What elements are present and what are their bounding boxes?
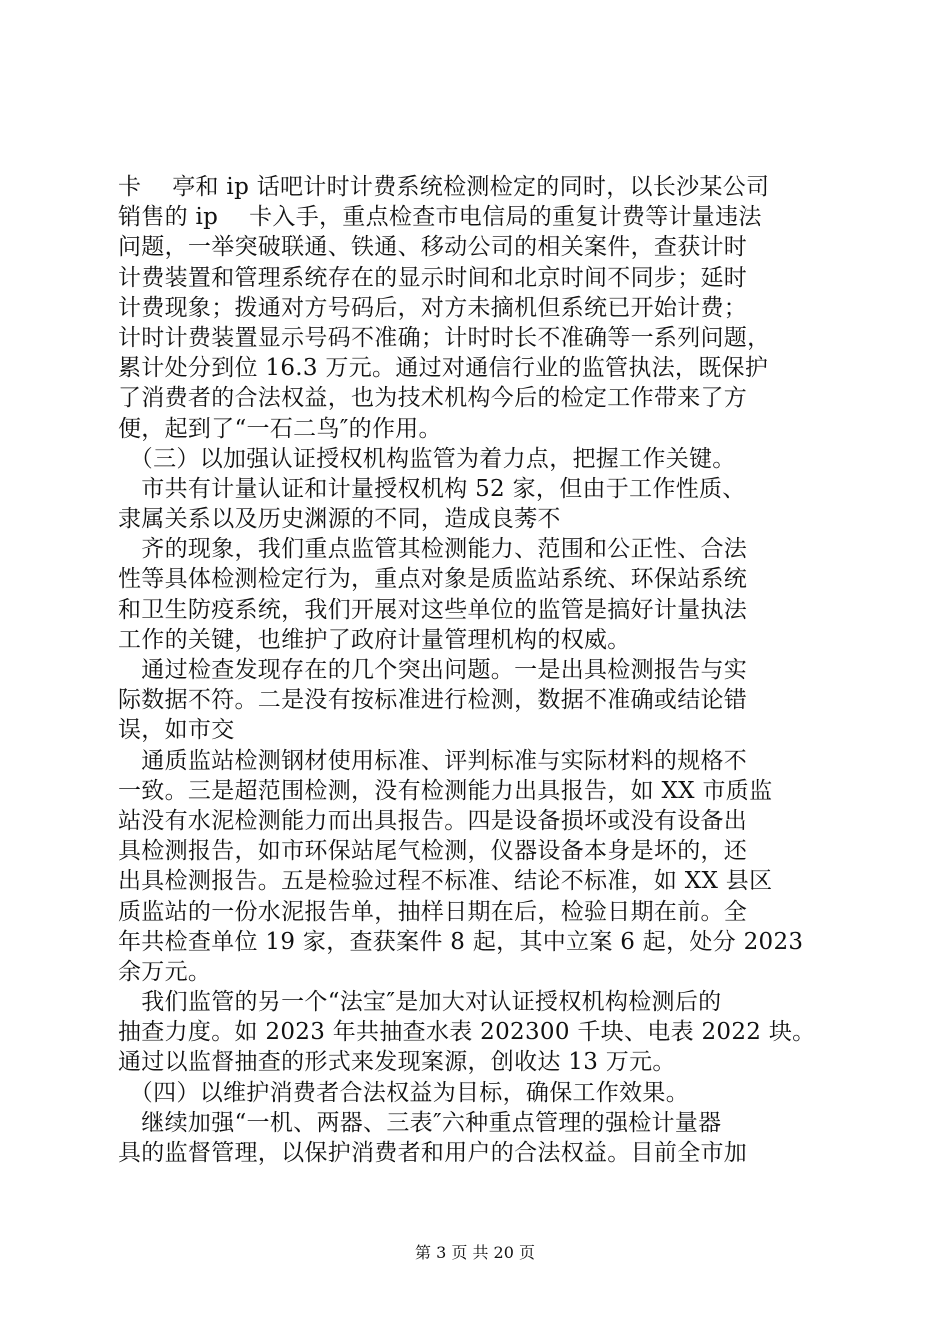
body-line: 性等具体检测检定行为，重点对象是质监站系统、环保站系统	[118, 566, 748, 593]
body-line: 通质监站检测钢材使用标准、评判标准与实际材料的规格不	[118, 747, 748, 774]
document-body	[118, 172, 832, 1168]
body-line: 累计处分到位 16.3 万元。通过对通信行业的监管执法，既保护	[118, 355, 769, 382]
body-line: 计费装置和管理系统存在的显示时间和北京时间不同步；延时	[118, 264, 748, 291]
body-line: 余万元。	[118, 958, 212, 985]
body-line: 站没有水泥检测能力而出具报告。四是设备损坏或没有设备出	[118, 807, 748, 834]
body-line: 具的监督管理，以保护消费者和用户的合法权益。目前全市加	[118, 1140, 748, 1166]
section-heading: （三）以加强认证授权机构监管为着力点，把握工作关键。	[118, 445, 736, 472]
body-line: 具检测报告，如市环保站尾气检测，仪器设备本身是坏的，还	[118, 838, 748, 865]
body-line: 通过检查发现存在的几个突出问题。一是出具检测报告与实	[118, 657, 748, 683]
body-line: 一致。三是超范围检测，没有检测能力出具报告，如 XX 市质监	[118, 777, 773, 804]
body-line: 隶属关系以及历史渊源的不同，造成良莠不	[118, 506, 561, 533]
body-line: 市共有计量认证和计量授权机构 52 家，但由于工作性质、	[118, 475, 746, 502]
body-line: 工作的关键，也维护了政府计量管理机构的权威。	[118, 626, 631, 653]
body-line: 计时计费装置显示号码不准确；计时时长不准确等一系列问题，	[118, 324, 771, 351]
body-line: 齐的现象，我们重点监管其检测能力、范围和公正性、合法	[118, 536, 748, 563]
body-line: 抽查力度。如 2023 年共抽查水表 202300 千块、电表 2022 块。	[118, 1019, 816, 1046]
body-line: 便，起到了“一石二鸟″的作用。	[118, 415, 442, 442]
body-line: 际数据不符。二是没有按标准进行检测，数据不准确或结论错	[118, 687, 748, 714]
page-number-footer: 第 3 页 共 20 页	[415, 1243, 535, 1262]
body-line: 年共检查单位 19 家，查获案件 8 起，其中立案 6 起，处分 2023	[118, 928, 804, 955]
body-line: 出具检测报告。五是检验过程不标准、结论不标准，如 XX 县区	[118, 868, 773, 895]
section-heading: （四）以维护消费者合法权益为目标，确保工作效果。	[118, 1079, 689, 1106]
body-line: 销售的 ip 卡入手，重点检查市电信局的重复计费等计量违法	[118, 204, 762, 231]
body-line: 误，如市交	[118, 717, 235, 744]
body-line: 和卫生防疫系统，我们开展对这些单位的监管是搞好计量执法	[118, 596, 748, 623]
body-line: 我们监管的另一个“法宝″是加大对认证授权机构检测后的	[118, 989, 722, 1016]
body-line: 通过以监督抽查的形式来发现案源，创收达 13 万元。	[118, 1049, 676, 1076]
body-line: 继续加强“一机、两器、三表″六种重点管理的强检计量器	[118, 1109, 722, 1136]
body-line: 质监站的一份水泥报告单，抽样日期在后，检验日期在前。全	[118, 898, 748, 925]
body-line: 卡 亭和 ip 话吧计时计费系统检测检定的同时，以长沙某公司	[118, 174, 770, 200]
body-line: 计费现象；拨通对方号码后，对方未摘机但系统已开始计费；	[118, 294, 748, 321]
body-line: 问题，一举突破联通、铁通、移动公司的相关案件，查获计时	[118, 234, 748, 261]
body-line: 了消费者的合法权益，也为技术机构今后的检定工作带来了方	[118, 385, 748, 412]
